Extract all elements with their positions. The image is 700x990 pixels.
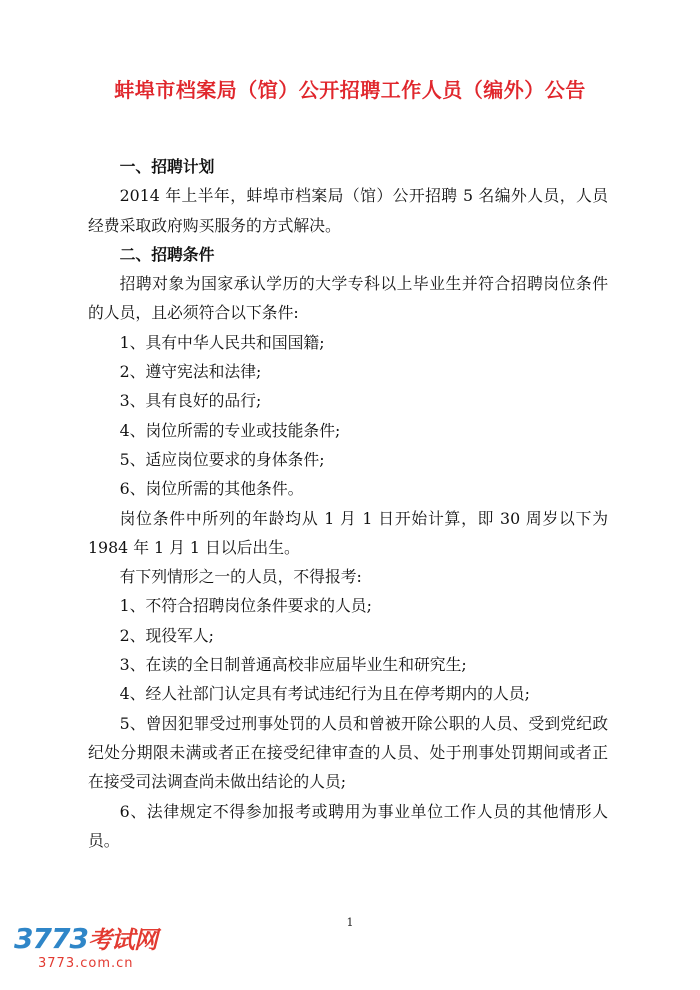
exclusion-item: 1、不符合招聘岗位条件要求的人员; bbox=[119, 596, 372, 616]
exclusion-item: 4、经人社部门认定具有考试违纪行为且在停考期内的人员; bbox=[119, 684, 530, 704]
exclusion-item: 2、现役军人; bbox=[119, 625, 214, 645]
section-heading-recruitment-conditions: 二、招聘条件 bbox=[119, 244, 215, 264]
watermark-url: 3773.com.cn bbox=[38, 956, 134, 971]
condition-item: 1、具有中华人民共和国国籍; bbox=[119, 332, 325, 352]
page-number: 1 bbox=[346, 916, 354, 929]
document-title: 蚌埠市档案局（馆）公开招聘工作人员（编外）公告 bbox=[114, 78, 586, 102]
watermark-logo bbox=[14, 924, 184, 955]
section-heading-recruitment-plan: 一、招聘计划 bbox=[119, 157, 215, 176]
watermark-logo-number: 3773 bbox=[14, 922, 88, 955]
watermark-logo-text: 考试网 bbox=[87, 926, 157, 954]
condition-item: 6、岗位所需的其他条件。 bbox=[119, 479, 304, 499]
condition-item: 4、岗位所需的专业或技能条件; bbox=[119, 420, 341, 440]
document-body bbox=[88, 152, 608, 855]
condition-item: 5、适应岗位要求的身体条件; bbox=[119, 449, 325, 469]
exclusion-item: 6、法律规定不得参加报考或聘用为事业单位工作人员的其他情形人员。 bbox=[88, 801, 608, 850]
conditions-intro-paragraph: 招聘对象为国家承认学历的大学专科以上毕业生并符合招聘岗位条件的人员，且必须符合以下条件: bbox=[88, 274, 608, 323]
exclusion-item: 5、曾因犯罪受过刑事处罚的人员和曾被开除公职的人员、受到党纪政纪处分期限未满或者正在接受纪律审查的人员、处于刑事处罚期间或者正在接受司法调查尚未做出结论的人员; bbox=[88, 713, 608, 792]
exclusion-intro-paragraph: 有下列情形之一的人员，不得报考: bbox=[119, 567, 362, 587]
exclusion-item: 3、在读的全日制普通高校非应届毕业生和研究生; bbox=[119, 655, 467, 675]
condition-item: 2、遵守宪法和法律; bbox=[119, 362, 262, 382]
condition-item: 3、具有良好的品行; bbox=[119, 391, 262, 411]
age-note-paragraph: 岗位条件中所列的年龄均从 1 月 1 日开始计算，即 30 周岁以下为 1984 年 1 月 1 日以后出生。 bbox=[88, 508, 608, 557]
site-watermark bbox=[14, 924, 184, 984]
recruitment-plan-paragraph: 2014 年上半年，蚌埠市档案局（馆）公开招聘 5 名编外人员，人员经费采取政府购买服务的方式解决。 bbox=[88, 186, 608, 235]
